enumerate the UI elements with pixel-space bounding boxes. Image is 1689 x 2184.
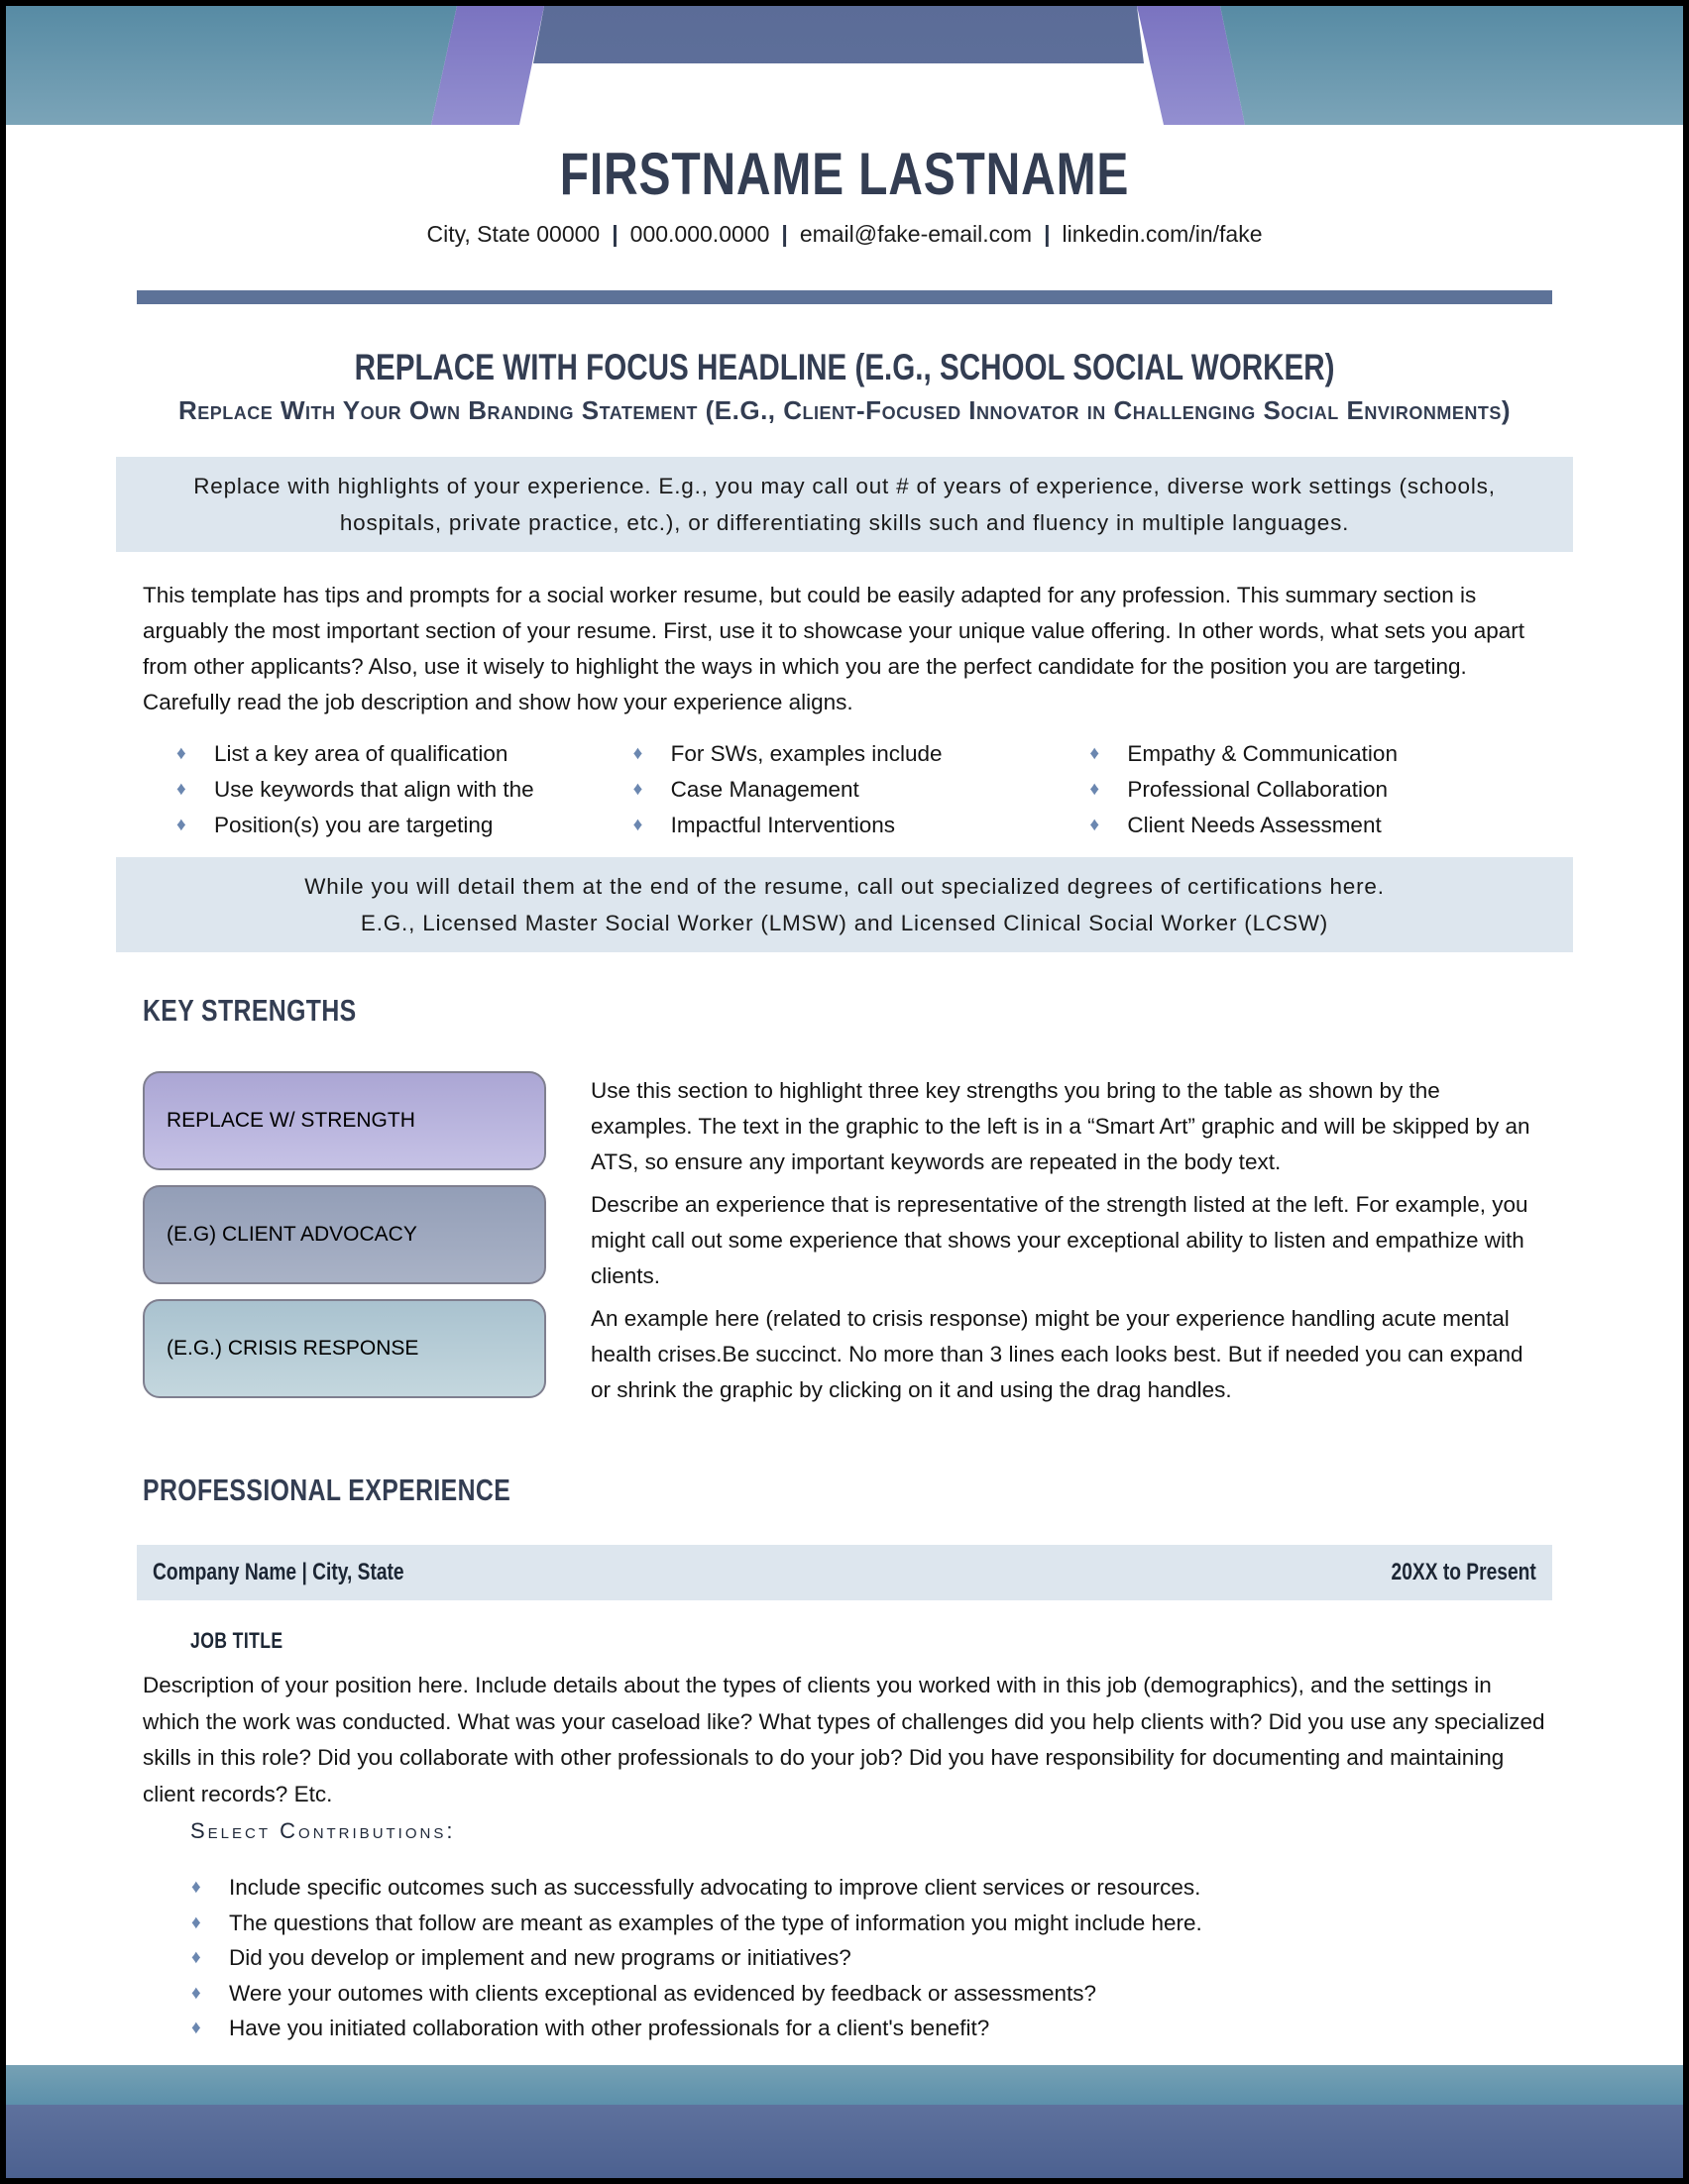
strength-row — [143, 1299, 1546, 1408]
diamond-bullet-icon: ♦ — [1089, 815, 1100, 835]
diamond-bullet-icon: ♦ — [191, 1947, 201, 1968]
branding-statement: Replace With Your Own Branding Statement (E.G., Client-Focused Innovator in Challenging Social Environments) — [177, 395, 1512, 425]
key-strengths-heading-text: KEY STRENGTHS — [143, 993, 357, 1028]
contribution-item — [191, 1870, 1546, 1906]
bullet-text: Case Management — [670, 777, 859, 802]
experience-entry-header — [137, 1545, 1552, 1600]
contact-item: linkedin.com/in/fake — [1062, 221, 1263, 247]
focus-headline-text: REPLACE WITH FOCUS HEADLINE (E.G., SCHOOL SOCIAL WORKER) — [354, 347, 1335, 387]
bullet-item — [633, 808, 1090, 843]
resume-content — [6, 143, 1683, 2046]
bullet-text: For SWs, examples include — [670, 741, 943, 766]
bullet-text: List a key area of qualification — [214, 741, 508, 766]
key-strengths-heading — [143, 994, 1546, 1028]
person-name-heading — [143, 143, 1546, 205]
job-title — [190, 1628, 1546, 1654]
bullet-text: Empathy & Communication — [1127, 741, 1398, 766]
strength-description: Use this section to highlight three key strengths you bring to the table as shown by the examples. The text in the graphic to the left is in a “Smart Art” graphic and will be skipped by an ATS, so ensure any important keywords are repeated in the body text. — [591, 1078, 1530, 1174]
contribution-item — [191, 1940, 1546, 1976]
diamond-bullet-icon: ♦ — [176, 815, 186, 835]
strength-description: An example here (related to crisis response) might be your experience handling acute mental health crises.Be succinct. No more than 3 lines each looks best. But if needed you can expand or shrink the graphic by clicking on it and using the drag handles. — [591, 1306, 1523, 1402]
bullet-item — [1089, 736, 1546, 772]
diamond-bullet-icon: ♦ — [191, 2018, 201, 2038]
contribution-item — [191, 1906, 1546, 1941]
contact-separator: | — [1044, 221, 1051, 247]
strength-label-box: (E.G) CLIENT ADVOCACY — [143, 1185, 546, 1284]
professional-experience-heading — [143, 1474, 1546, 1507]
divider-bar — [137, 290, 1552, 304]
contribution-text: Did you develop or implement and new programs or initiatives? — [229, 1945, 851, 1970]
strength-description: Describe an experience that is representative of the strength listed at the left. For example, you might call out some experience that shows your exceptional ability to listen and empathize with clients. — [591, 1192, 1528, 1288]
experience-dates: 20XX to Present — [1391, 1559, 1536, 1585]
strength-label-box: REPLACE W/ STRENGTH — [143, 1071, 546, 1170]
contact-item: 000.000.0000 — [629, 221, 770, 247]
contribution-item — [191, 2011, 1546, 2046]
bullet-item — [1089, 772, 1546, 808]
contact-separator: | — [612, 221, 619, 247]
bullet-text: Professional Collaboration — [1127, 777, 1388, 802]
footer-decoration-blue — [6, 2105, 1683, 2178]
diamond-bullet-icon: ♦ — [176, 779, 186, 800]
focus-headline — [143, 346, 1546, 389]
professional-experience-heading-text: PROFESSIONAL EXPERIENCE — [143, 1473, 511, 1507]
diamond-bullet-icon: ♦ — [1089, 743, 1100, 764]
bullet-text: Position(s) you are targeting — [214, 813, 494, 837]
certifications-line-1: While you will detail them at the end of the resume, call out specialized degrees of certifications here. — [304, 874, 1385, 899]
bullet-column — [633, 736, 1090, 843]
strength-label-box: (E.G.) CRISIS RESPONSE — [143, 1299, 546, 1398]
contact-item: email@fake-email.com — [799, 221, 1033, 247]
diamond-bullet-icon: ♦ — [191, 1911, 201, 1933]
bullet-item — [176, 808, 633, 843]
bullet-item — [633, 736, 1090, 772]
company-name: Company Name | City, State — [153, 1559, 404, 1585]
bullet-column — [1089, 736, 1546, 843]
contribution-text: Have you initiated collaboration with other professionals for a client's benefit? — [229, 2016, 990, 2040]
qualification-bullets — [143, 736, 1546, 843]
job-title-text: JOB TITLE — [190, 1628, 283, 1653]
strength-row — [143, 1071, 1546, 1180]
key-strengths-list — [143, 1071, 1546, 1408]
contribution-text: Were your outomes with clients exceptional as evidenced by feedback or assessments? — [229, 1980, 1097, 2006]
contact-line — [143, 219, 1546, 249]
diamond-bullet-icon: ♦ — [632, 743, 643, 764]
bullet-item — [176, 736, 633, 772]
diamond-bullet-icon: ♦ — [1089, 779, 1100, 800]
strength-row — [143, 1185, 1546, 1294]
certifications-line-2: E.G., Licensed Master Social Worker (LMSW) and Licensed Clinical Social Worker (LCSW) — [360, 911, 1329, 935]
bullet-text: Client Needs Assessment — [1127, 813, 1382, 837]
contact-item: City, State 00000 — [426, 221, 601, 247]
footer-decoration-teal — [6, 2065, 1683, 2105]
diamond-bullet-icon: ♦ — [632, 815, 643, 835]
diamond-bullet-icon: ♦ — [191, 1877, 201, 1898]
summary-paragraph: This template has tips and prompts for a social worker resume, but could be easily adapted for any profession. This summary section is arguably the most important section of your resume. First, use it to showcase your unique value offering. In other words, what sets you apart from other applicants? Also, use it wisely to highlight the ways in which you are the perfect candidate for the position you are targeting. Carefully read the job description and show how your experience aligns. — [143, 583, 1525, 714]
diamond-bullet-icon: ♦ — [632, 779, 643, 800]
contribution-item — [191, 1976, 1546, 2012]
bullet-column — [176, 736, 633, 843]
bullet-item — [1089, 808, 1546, 843]
highlights-box: Replace with highlights of your experience. E.g., you may call out # of years of experience, diverse work settings (schools, hospitals, private practice, etc.), or differentiating skills such and fluency in multiple languages. — [116, 457, 1573, 552]
person-name: FIRSTNAME LASTNAME — [559, 141, 1130, 207]
select-contributions-heading: Select Contributions: — [190, 1818, 456, 1843]
bullet-text: Use keywords that align with the — [214, 777, 534, 802]
certifications-box — [116, 857, 1573, 952]
bullet-item — [176, 772, 633, 808]
diamond-bullet-icon: ♦ — [191, 1982, 201, 2004]
bullet-item — [633, 772, 1090, 808]
header-decoration — [6, 6, 1683, 125]
contribution-text: The questions that follow are meant as examples of the type of information you might include here. — [229, 1910, 1202, 1935]
contact-separator: | — [781, 221, 788, 247]
contribution-text: Include specific outcomes such as successfully advocating to improve client services or resources. — [229, 1875, 1201, 1900]
contributions-list — [143, 1870, 1546, 2046]
bullet-text: Impactful Interventions — [670, 813, 896, 837]
job-description: Description of your position here. Include details about the types of clients you worked with in this job (demographics), and the settings in which the work was conducted. What was your caseload like? What types of challenges did you help clients with? Did you use any specialized skills in this role? Did you collaborate with other professionals to do your job? Did you have responsibility for documenting and maintaining client records? Etc. — [143, 1673, 1545, 1806]
diamond-bullet-icon: ♦ — [176, 743, 186, 764]
